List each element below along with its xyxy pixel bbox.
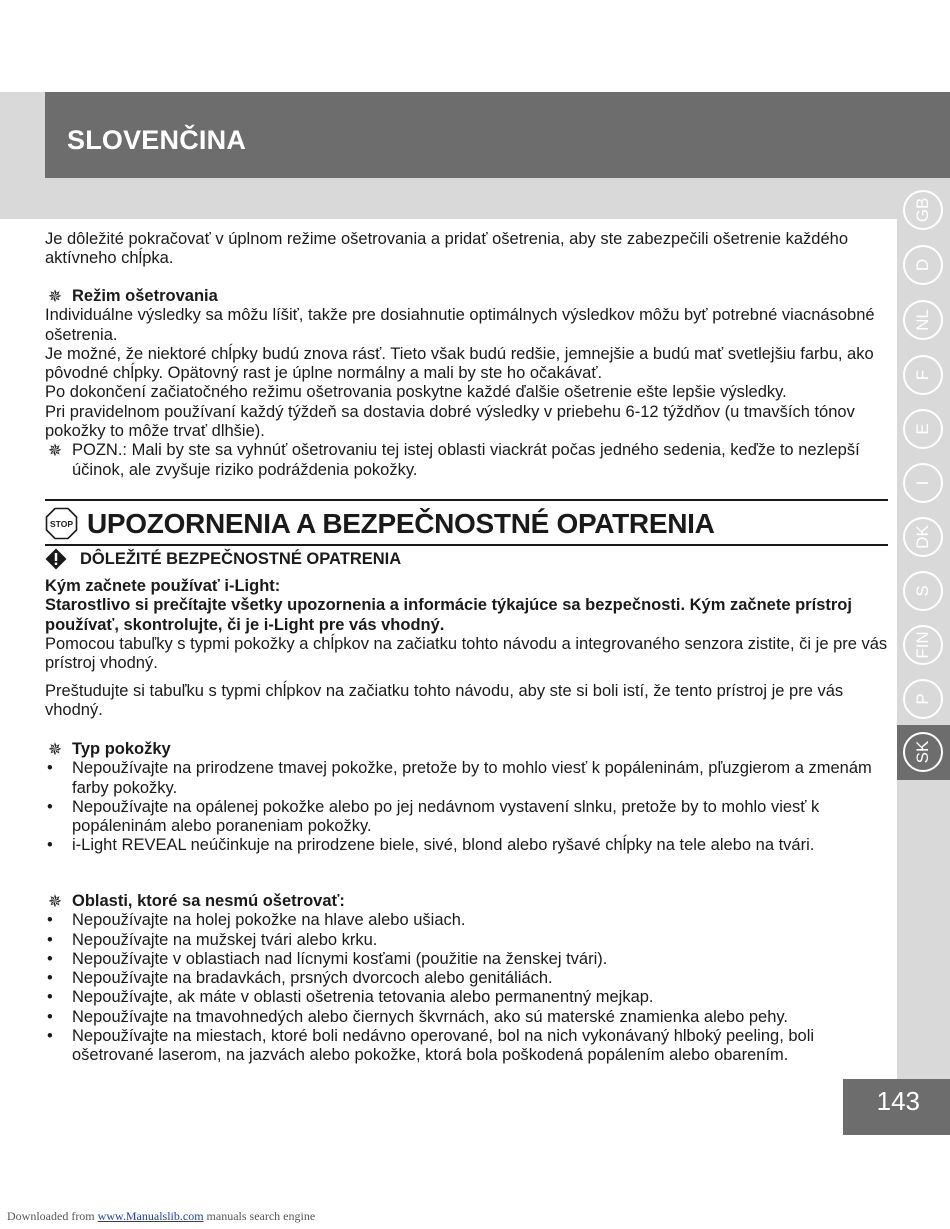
header-title-box xyxy=(45,92,950,178)
section-rule-top xyxy=(45,499,888,501)
list-item: • Nepoužívajte na tmavohnedých alebo čiernych škvrnách, ako sú materské znamienka alebo pehy. xyxy=(45,1008,890,1027)
restricted-areas-block xyxy=(45,892,890,1066)
download-footer: Downloaded from www.Manualslib.com manuals search engine xyxy=(7,1209,316,1223)
language-tab-sk[interactable]: SK xyxy=(903,732,943,772)
list-item: • Nepoužívajte na holej pokožke na hlave alebo ušiach. xyxy=(45,911,890,930)
important-safety-heading: DÔLEŽITÉ BEZPEČNOSTNÉ OPATRENIA xyxy=(45,548,401,570)
treatment-regime-line: Individuálne výsledky sa môžu líšiť, takže pre dosiahnutie optimálnych výsledkov môžu byť potrebné viacnásobné ošetrenia. xyxy=(45,306,875,344)
list-item: • Nepoužívajte na prirodzene tmavej pokožke, pretože by to mohlo viesť k popáleninám, pľuzgierom a zmenám farby pokožky. xyxy=(45,759,890,798)
list-item: • Nepoužívajte na mužskej tvári alebo krku. xyxy=(45,931,890,950)
sun-icon: ✵ xyxy=(47,740,63,759)
language-tab-d[interactable]: D xyxy=(903,245,943,285)
restricted-areas-heading: ✵ Oblasti, ktoré sa nesmú ošetrovať: xyxy=(47,892,345,911)
stop-icon xyxy=(45,507,78,540)
treatment-regime-block xyxy=(45,287,890,480)
svg-text:STOP: STOP xyxy=(50,519,73,529)
study-table-paragraph: Preštudujte si tabuľku s typmi chĺpkov na začiatku tohto návodu, aby ste si boli istí, že tento prístroj je pre vás vhodný. xyxy=(45,682,844,720)
list-item: • Nepoužívajte na opálenej pokožke alebo po jej nedávnom vystavení slnku, pretože by to mohlo viesť k popáleninám alebo poraneniam pokožky. xyxy=(45,798,890,837)
study-table-block xyxy=(45,682,890,721)
intro-paragraph: Je dôležité pokračovať v úplnom režime ošetrovania a pridať ošetrenia, aby ste zabezpečili ošetrenie každého aktívneho chĺpka. xyxy=(45,230,848,268)
sun-icon: ✵ xyxy=(47,892,63,911)
language-tab-i[interactable]: I xyxy=(903,463,943,503)
list-item: • Nepoužívajte v oblastiach nad lícnymi kosťami (použitie na ženskej tvári). xyxy=(45,950,890,969)
treatment-regime-line: Je možné, že niektoré chĺpky budú znova rásť. Tieto však budú redšie, jemnejšie a budú mať svetlejšiu farbu, ako pôvodné chĺpky. Opätovný rast je úplne normálny a mali by ste ho očakávať. xyxy=(45,344,874,383)
language-tab-f[interactable]: F xyxy=(903,355,943,395)
before-use-block xyxy=(45,577,890,673)
section-rule-bottom xyxy=(45,544,888,546)
before-use-warning: Starostlivo si prečítajte všetky upozornenia a informácie týkajúce sa bezpečnosti. Kým začnete prístroj používať, skontrolujte, či je i-Light pre vás vhodný. xyxy=(45,596,852,634)
language-tab-gb[interactable]: GB xyxy=(903,190,943,230)
sun-icon: ✵ xyxy=(47,441,63,461)
language-tab-e[interactable]: E xyxy=(903,409,943,449)
list-item: • Nepoužívajte na miestach, ktoré boli nedávno operované, bol na nich vykonávaný hlboký peeling, boli ošetrované laserom, na jazvách alebo pokožke, ktorá bola poškodená popálením alebo obarením. xyxy=(45,1027,890,1066)
list-item: • Nepoužívajte na bradavkách, prsných dvorcoch alebo genitáliách. xyxy=(45,969,890,988)
language-tab-nl[interactable]: NL xyxy=(903,300,943,340)
intro-block xyxy=(45,230,890,269)
treatment-regime-line: Po dokončení začiatočného režimu ošetrovania poskytne každé ďalšie ošetrenie ešte lepšie výsledky. xyxy=(45,383,787,402)
list-item: • Nepoužívajte, ak máte v oblasti ošetrenia tetovania alebo permanentný mejkap. xyxy=(45,988,890,1007)
section-title xyxy=(45,507,715,540)
skin-type-list xyxy=(45,759,890,855)
language-tab-s[interactable]: S xyxy=(903,571,943,611)
treatment-regime-heading: ✵ Režim ošetrovania xyxy=(47,287,218,306)
page-title: SLOVENČINA xyxy=(67,125,247,155)
list-item: • i-Light REVEAL neúčinkuje na prirodzene biele, sivé, blond alebo ryšavé chĺpky na tele alebo na tvári. xyxy=(45,836,890,855)
restricted-areas-list xyxy=(45,911,890,1065)
page-number-box xyxy=(843,1079,950,1135)
page-number: 143 xyxy=(876,1086,920,1116)
before-use-heading: Kým začnete používať i-Light: xyxy=(45,577,281,595)
sun-icon: ✵ xyxy=(47,287,63,306)
section-title-text: UPOZORNENIA A BEZPEČNOSTNÉ OPATRENIA xyxy=(87,507,715,539)
before-use-instructions: Pomocou tabuľky s typmi pokožky a chĺpkov na začiatku tohto návodu a integrovaného senzora zistite, či je pre vás prístroj vhodný. xyxy=(45,634,888,673)
warning-icon xyxy=(45,548,67,570)
skin-type-heading: ✵ Typ pokožky xyxy=(47,740,171,759)
treatment-note: ✵ POZN.: Mali by ste sa vyhnúť ošetrovaniu tej istej oblasti viackrát počas jedného sedenia, keďže to nezlepší účinok, ale zvyšuje riziko podráždenia pokožky. xyxy=(47,441,860,479)
language-tab-dk[interactable]: DK xyxy=(903,517,943,557)
language-tab-fin[interactable]: FIN xyxy=(903,625,943,665)
skin-type-block xyxy=(45,740,890,856)
manualslib-link[interactable]: www.Manualslib.com xyxy=(97,1209,204,1223)
language-tab-p[interactable]: P xyxy=(903,679,943,719)
treatment-regime-line: Pri pravidelnom používaní každý týždeň sa dostavia dobré výsledky v priebehu 6-12 týždňov (u tmavších tónov pokožky to môže trvať dlhšie). xyxy=(45,402,855,441)
